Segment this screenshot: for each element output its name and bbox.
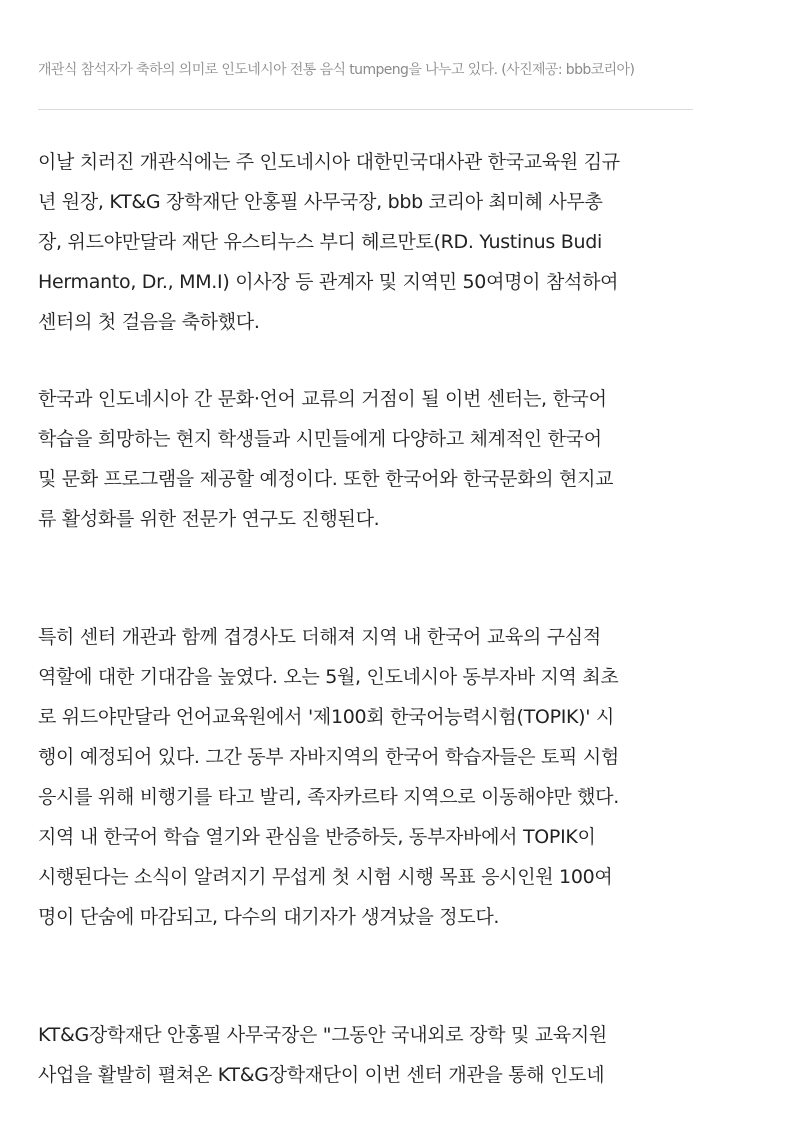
paragraph-line: 사업을 활발히 펼쳐온 KT&G장학재단이 이번 센터 개관을 통해 인도네 — [38, 1064, 605, 1086]
paragraph-line: 명이 단숨에 마감되고, 다수의 대기자가 생겨났을 정도다. — [38, 906, 500, 928]
paragraph-line: 로 위드야만달라 언어교육원에서 '제100회 한국어능력시험(TOPIK)' 시 — [38, 706, 615, 728]
paragraph-line: 지역 내 한국어 학습 열기와 관심을 반증하듯, 동부자바에서 TOPIK이 — [38, 826, 596, 848]
paragraph-line: 이날 치러진 개관식에는 주 인도네시아 대한민국대사관 한국교육원 김규 — [38, 151, 620, 173]
paragraph-line: 류 활성화를 위한 전문가 연구도 진행된다. — [38, 508, 380, 530]
paragraph-4 — [38, 1015, 693, 1095]
paragraph-line: 시행된다는 소식이 알려지기 무섭게 첫 시험 시행 목표 응시인원 100여 — [38, 866, 613, 888]
paragraph-2 — [38, 379, 693, 539]
photo-caption: 개관식 참석자가 축하의 의미로 인도네시아 전통 음식 tumpeng을 나누고 있다. (사진제공: bbb코리아) — [38, 62, 635, 78]
paragraph-line: 학습을 희망하는 현지 학생들과 시민들에게 다양하고 체계적인 한국어 — [38, 428, 602, 450]
paragraph-line: 센터의 첫 걸음을 축하했다. — [38, 311, 260, 333]
article-body — [38, 0, 693, 1095]
paragraph-line: 년 원장, KT&G 장학재단 안홍필 사무국장, bbb 코리아 최미혜 사무총 — [38, 191, 603, 213]
paragraph-line: 응시를 위해 비행기를 타고 발리, 족자카르타 지역으로 이동해야만 했다. — [38, 786, 619, 808]
paragraph-line: 한국과 인도네시아 간 문화·언어 교류의 거점이 될 이번 센터는, 한국어 — [38, 388, 607, 410]
paragraph-line: 역할에 대한 기대감을 높였다. 오는 5월, 인도네시아 동부자바 지역 최초 — [38, 666, 619, 688]
paragraph-line: 특히 센터 개관과 함께 겹경사도 더해져 지역 내 한국어 교육의 구심적 — [38, 626, 601, 648]
paragraph-1 — [38, 142, 693, 342]
caption-divider — [38, 109, 693, 110]
paragraph-line: KT&G장학재단 안홍필 사무국장은 "그동안 국내외로 장학 및 교육지원 — [38, 1024, 607, 1046]
paragraph-3 — [38, 617, 693, 937]
paragraph-line: 행이 예정되어 있다. 그간 동부 자바지역의 한국어 학습자들은 토픽 시험 — [38, 746, 619, 768]
paragraph-line: Hermanto, Dr., MM.I) 이사장 등 관계자 및 지역민 50여명이 참석하여 — [38, 271, 619, 293]
paragraph-line: 및 문화 프로그램을 제공할 예정이다. 또한 한국어와 한국문화의 현지교 — [38, 468, 614, 490]
paragraph-line: 장, 위드야만달라 재단 유스티누스 부디 헤르만토(RD. Yustinus Budi — [38, 231, 602, 253]
